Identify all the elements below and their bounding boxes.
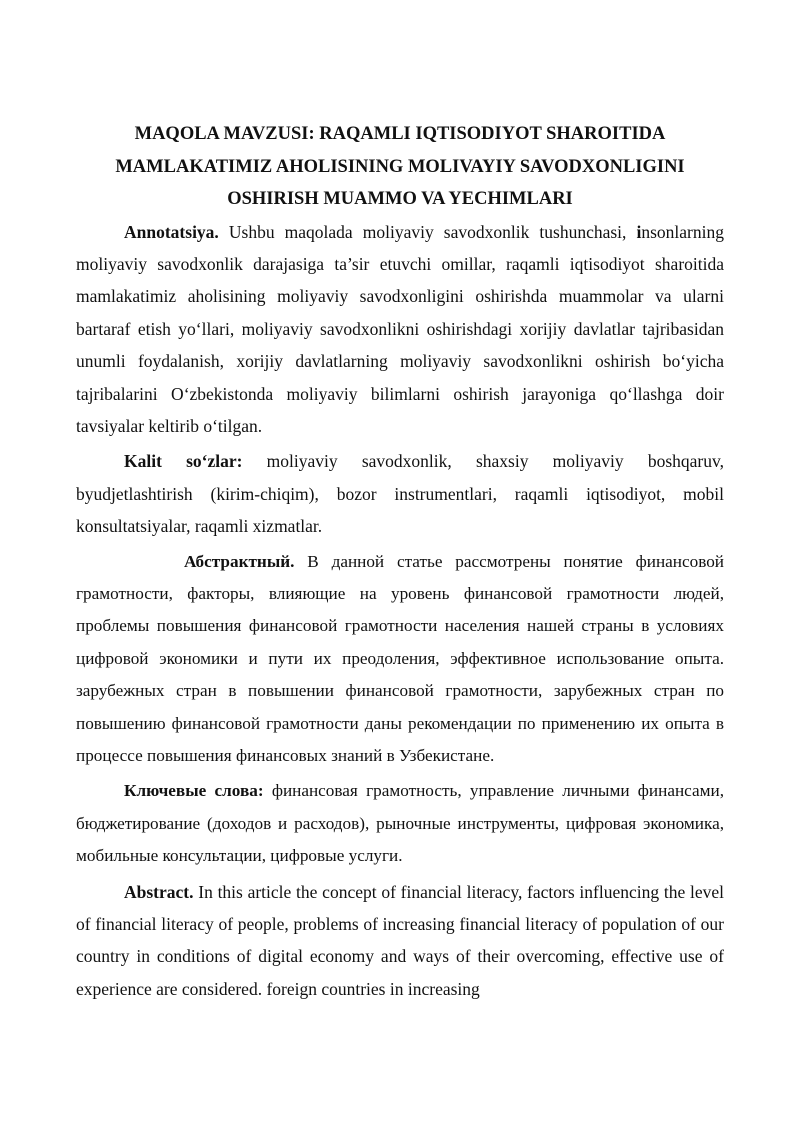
annotation-uz-text-a: Ushbu maqolada moliyaviy savodxonlik tushunchasi, bbox=[218, 221, 637, 242]
keywords-ru-label: Ключевые слова: bbox=[124, 781, 264, 801]
abstract-ru-paragraph bbox=[76, 546, 724, 773]
abstract-ru-label: Абстрактный. bbox=[184, 551, 295, 571]
keywords-ru-paragraph bbox=[76, 775, 724, 872]
abstract-en-text: In this article the concept of financial literacy, factors influencing the level of financial literacy of people, problems of increasing financial literacy of population of our country in conditions of digital economy and ways of their overcoming, effective use of experience are considered. foreign countries in increasing bbox=[76, 881, 724, 999]
annotation-uz-text-b: nsonlarning moliyaviy savodxonlik darajasiga ta’sir etuvchi omillar, raqamli iqtisodiyot sharoitida mamlakatimiz aholisining moliyaviy savodxonligini oshirishda muammolar va ularni bartaraf etish yo‘llari, moliyaviy savodxonlikni oshirishdagi xorijiy davlatlar tajribasidan unumli foydalanish, xorijiy davlatlarning moliyaviy savodxonlikni oshirish bo‘yicha tajribalarini O‘zbekistonda moliyaviy bilimlarni oshirish jarayoniga qo‘llashga doir tavsiyalar keltirib o‘tilgan. bbox=[76, 221, 724, 436]
keywords-uz-paragraph bbox=[76, 445, 724, 542]
abstract-en-paragraph bbox=[76, 876, 724, 1006]
article-title bbox=[76, 118, 724, 216]
document-page bbox=[76, 118, 724, 1005]
abstract-en-label: Abstract. bbox=[124, 881, 194, 902]
keywords-ru-text: финансовая грамотность, управление личными финансами, бюджетирование (доходов и расходов), рыночные инструменты, цифровая экономика, мобильные консультации, цифровые услуги. bbox=[76, 781, 724, 866]
annotation-uz-label: Annotatsiya. bbox=[124, 221, 219, 242]
annotation-uz-bold-letter: i bbox=[636, 221, 642, 242]
title-line-1: MAQOLA MAVZUSI: RAQAMLI IQTISODIYOT SHAROITIDA bbox=[134, 124, 666, 144]
keywords-uz-text: moliyaviy savodxonlik, shaxsiy moliyaviy boshqaruv, byudjetlashtirish (kirim-chiqim), bozor instrumentlari, raqamli iqtisodiyot, mobil konsultatsiyalar, raqamli xizmatlar. bbox=[76, 451, 724, 537]
title-line-3: OSHIRISH MUAMMO VA YECHIMLARI bbox=[227, 189, 573, 209]
abstract-ru-text: В данной статье рассмотрены понятие финансовой грамотности, факторы, влияющие на уровень финансовой грамотности людей, проблемы повышения финансовой грамотности населения нашей страны в условиях цифровой экономики и пути их преодоления, эффективное использование опыта. зарубежных стран в повышении финансовой грамотности, зарубежных стран по повышению финансовой грамотности даны рекомендации по применению их опыта в процессе повышения финансовых знаний в Узбекистане. bbox=[76, 551, 724, 765]
title-line-2: MAMLAKATIMIZ AHOLISINING MOLIVAYIY SAVODXONLIGINI bbox=[115, 156, 685, 177]
keywords-uz-label: Kalit so‘zlar: bbox=[124, 451, 243, 472]
annotation-uz-paragraph bbox=[76, 216, 724, 443]
